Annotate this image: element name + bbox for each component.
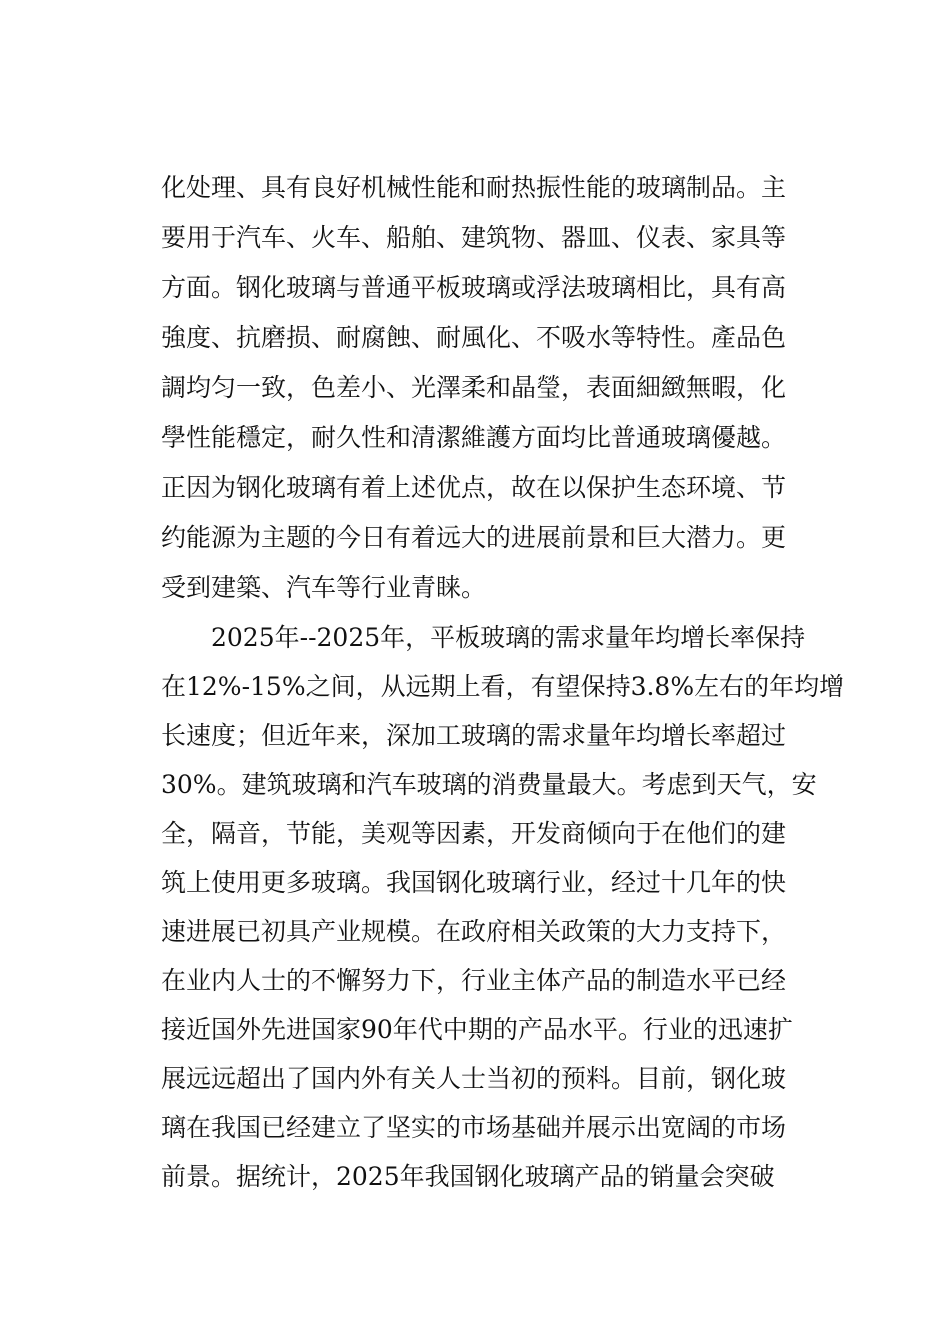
paragraph-2-line: 在业内人士的不懈努力下，行业主体产品的制造水平已经: [161, 966, 787, 995]
paragraph-1-line: 要用于汽车、火车、船舶、建筑物、器皿、仪表、家具等: [161, 223, 787, 252]
paragraph-2-line: 速进展已初具产业规模。在政府相关政策的大力支持下，: [161, 917, 787, 946]
paragraph-2-line: 在12%-15%之间，从远期上看，有望保持3.8%左右的年均增: [161, 672, 845, 701]
paragraph-2-line: 接近国外先进国家90年代中期的产品水平。行业的迅速扩: [161, 1015, 793, 1044]
paragraph-1-line: 調均匀一致，色差小、光澤柔和晶瑩，表面細緻無暇，化: [161, 373, 787, 402]
paragraph-1-line: 方面。钢化玻璃与普通平板玻璃或浮法玻璃相比，具有高: [161, 273, 787, 302]
paragraph-1-line: 约能源为主题的今日有着远大的进展前景和巨大潜力。更: [161, 523, 787, 552]
paragraph-2-line: 2025年--2025年，平板玻璃的需求量年均增长率保持: [211, 623, 806, 652]
paragraph-2-line: 筑上使用更多玻璃。我国钢化玻璃行业，经过十几年的快: [161, 868, 787, 897]
paragraph-2-line: 30%。建筑玻璃和汽车玻璃的消费量最大。考虑到天气，安: [161, 770, 817, 799]
paragraph-2-line: 展远远超出了国内外有关人士当初的预料。目前，钢化玻: [161, 1064, 787, 1093]
paragraph-1-line: 強度、抗磨损、耐腐蝕、耐風化、不吸水等特性。產品色: [161, 323, 787, 352]
paragraph-1-line: 受到建築、汽车等行业青睐。: [161, 573, 487, 602]
paragraph-2-line: 前景。据统计，2025年我国钢化玻璃产品的销量会突破: [161, 1162, 775, 1191]
paragraph-1-line: 化处理、具有良好机械性能和耐热振性能的玻璃制品。主: [161, 173, 787, 202]
paragraph-2-line: 长速度；但近年来，深加工玻璃的需求量年均增长率超过: [161, 721, 787, 750]
paragraph-2-line: 璃在我国已经建立了坚实的市场基础并展示出宽阔的市场: [161, 1113, 787, 1142]
paragraph-1-line: 正因为钢化玻璃有着上述优点，故在以保护生态环境、节: [161, 473, 787, 502]
paragraph-1-line: 學性能穩定，耐久性和清潔維護方面均比普通玻璃優越。: [161, 423, 787, 452]
paragraph-2-line: 全，隔音，节能，美观等因素，开发商倾向于在他们的建: [161, 819, 787, 848]
